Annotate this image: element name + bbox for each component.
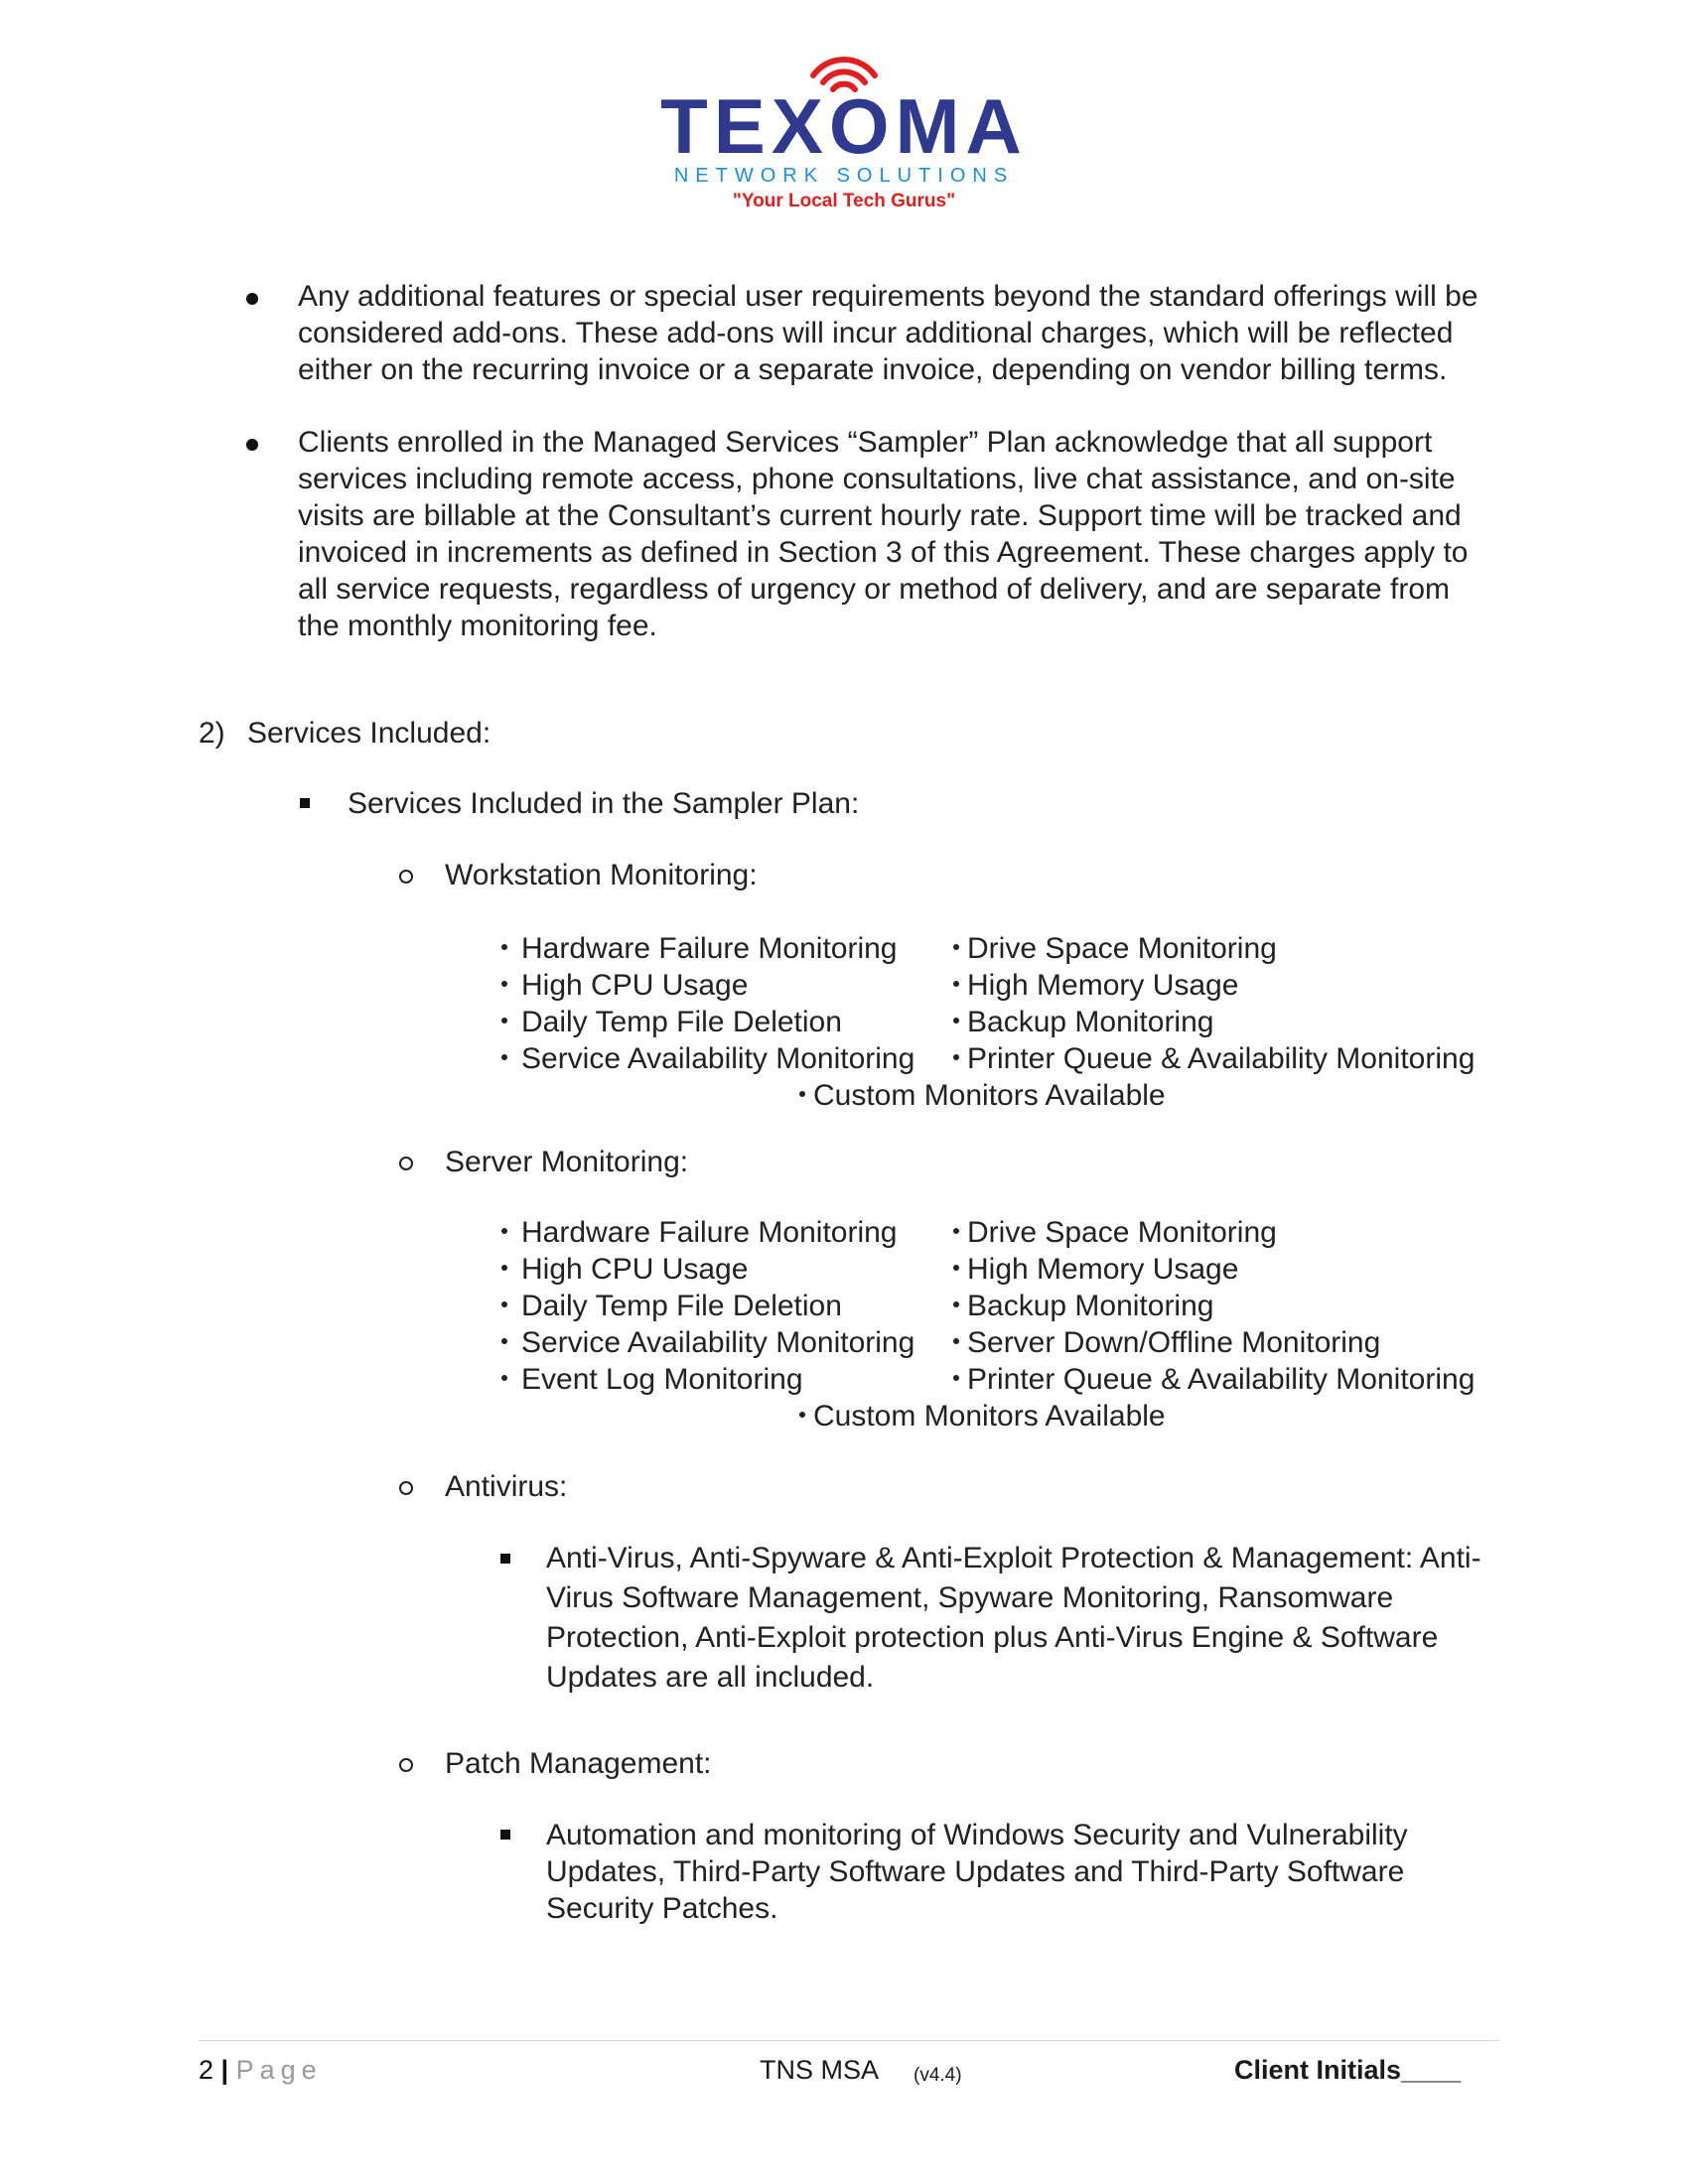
workstation-heading: Workstation Monitoring: [445, 859, 758, 891]
page-separator: | [220, 2055, 229, 2085]
custom-monitors-note: Custom Monitors Available [813, 1079, 1166, 1112]
monitor-item: Hardware Failure Monitoring [521, 1216, 898, 1249]
page-number: 2 [199, 2055, 214, 2085]
monitor-item: High CPU Usage [521, 1253, 749, 1286]
antivirus-item-title: Anti-Virus, Anti-Spyware & Anti-Exploit Protection & Management: [546, 1542, 1414, 1574]
dot-icon [501, 1054, 507, 1060]
dot-icon [953, 981, 959, 987]
custom-monitors-note: Custom Monitors Available [813, 1400, 1166, 1433]
monitor-item: Service Availability Monitoring [521, 1326, 915, 1359]
dot-icon [953, 1338, 959, 1344]
dot-icon [953, 1228, 959, 1234]
footer-page-number [199, 2053, 323, 2087]
footer-doc-name: TNS MSA [760, 2055, 880, 2085]
dot-icon [501, 1375, 507, 1381]
footer-version: (v4.4) [914, 2065, 962, 2086]
bullet-icon [246, 439, 258, 451]
patch-item: Automation and monitoring of Windows Security and Vulnerability Updates, Third-Party Software Updates and Third-Party Software Security Patches. [546, 1819, 1408, 1925]
antivirus-item-text: Anti-Virus Software Management, Spyware Monitoring, Ransomware Protection, Anti-Exploit protection plus Anti-Virus Engine & Software Updates are all included. [546, 1542, 1481, 1694]
bullet-paragraph: Clients enrolled in the Managed Services “Sampler” Plan acknowledge that all support services including remote access, phone consultations, live chat assistance, and on-site visits are billable at the Consultant’s current hourly rate. Support time will be tracked and invoiced in increments as defined in Section 3 of this Agreement. These charges apply to all service requests, regardless of urgency or method of delivery, and are separate from the monthly monitoring fee. [298, 426, 1469, 642]
square-bullet-icon [500, 1830, 510, 1840]
dot-icon [953, 1265, 959, 1271]
monitor-item: Backup Monitoring [967, 1006, 1214, 1038]
footer-client-initials: Client Initials____ [1234, 2055, 1462, 2085]
dot-icon [953, 1375, 959, 1381]
monitor-item: Daily Temp File Deletion [521, 1006, 842, 1038]
circle-bullet-icon [399, 1157, 413, 1170]
dot-icon [799, 1091, 805, 1097]
dot-icon [799, 1412, 805, 1418]
dot-icon [501, 1338, 507, 1344]
dot-icon [501, 1018, 507, 1024]
dot-icon [501, 1228, 507, 1234]
monitor-item: Drive Space Monitoring [967, 1216, 1277, 1249]
bullet-icon [246, 293, 258, 305]
dot-icon [953, 1018, 959, 1024]
monitor-item: Backup Monitoring [967, 1290, 1214, 1322]
bullet-paragraph: Any additional features or special user requirements beyond the standard offerings will be considered add-ons. These add-ons will incur additional charges, which will be reflected either on the recurring invoice or a separate invoice, depending on vendor billing terms. [298, 280, 1478, 386]
patch-heading: Patch Management: [445, 1747, 712, 1780]
monitor-item: High Memory Usage [967, 969, 1239, 1002]
monitor-item: Daily Temp File Deletion [521, 1290, 842, 1322]
circle-bullet-icon [399, 870, 413, 884]
monitor-item: High CPU Usage [521, 969, 749, 1002]
dot-icon [501, 1301, 507, 1307]
square-bullet-icon [300, 798, 310, 808]
section-heading [199, 715, 491, 751]
dot-icon [953, 1301, 959, 1307]
circle-bullet-icon [399, 1758, 413, 1772]
square-bullet-icon [500, 1554, 510, 1564]
page-label: Page [235, 2055, 323, 2085]
dot-icon [501, 1265, 507, 1271]
dot-icon [953, 944, 959, 950]
circle-bullet-icon [399, 1481, 413, 1495]
monitor-item: Service Availability Monitoring [521, 1042, 915, 1075]
logo-subtitle: NETWORK SOLUTIONS [673, 165, 1015, 187]
monitor-item: Drive Space Monitoring [967, 932, 1277, 965]
dot-icon [501, 944, 507, 950]
antivirus-item [546, 1539, 1489, 1698]
server-heading: Server Monitoring: [445, 1146, 689, 1178]
monitor-item: Event Log Monitoring [521, 1363, 803, 1396]
footer-divider [199, 2040, 1499, 2041]
antivirus-title: Antivirus [445, 1470, 560, 1503]
logo-tagline: "Your Local Tech Gurus" [732, 191, 956, 211]
monitor-item: Printer Queue & Availability Monitoring [967, 1363, 1476, 1396]
antivirus-heading [445, 1468, 567, 1505]
monitor-item: Server Down/Offline Monitoring [967, 1326, 1381, 1359]
monitor-item: Hardware Failure Monitoring [521, 932, 898, 965]
section-number: 2) [199, 717, 225, 750]
company-logo [616, 40, 1072, 211]
dot-icon [953, 1054, 959, 1060]
logo-wordmark: TEXOMA [660, 82, 1028, 170]
monitor-item: Printer Queue & Availability Monitoring [967, 1042, 1476, 1075]
dot-icon [501, 981, 507, 987]
section-title: Services Included: [247, 717, 492, 750]
plan-heading: Services Included in the Sampler Plan: [348, 787, 860, 820]
antivirus-colon: : [559, 1470, 568, 1503]
monitor-item: High Memory Usage [967, 1253, 1239, 1286]
